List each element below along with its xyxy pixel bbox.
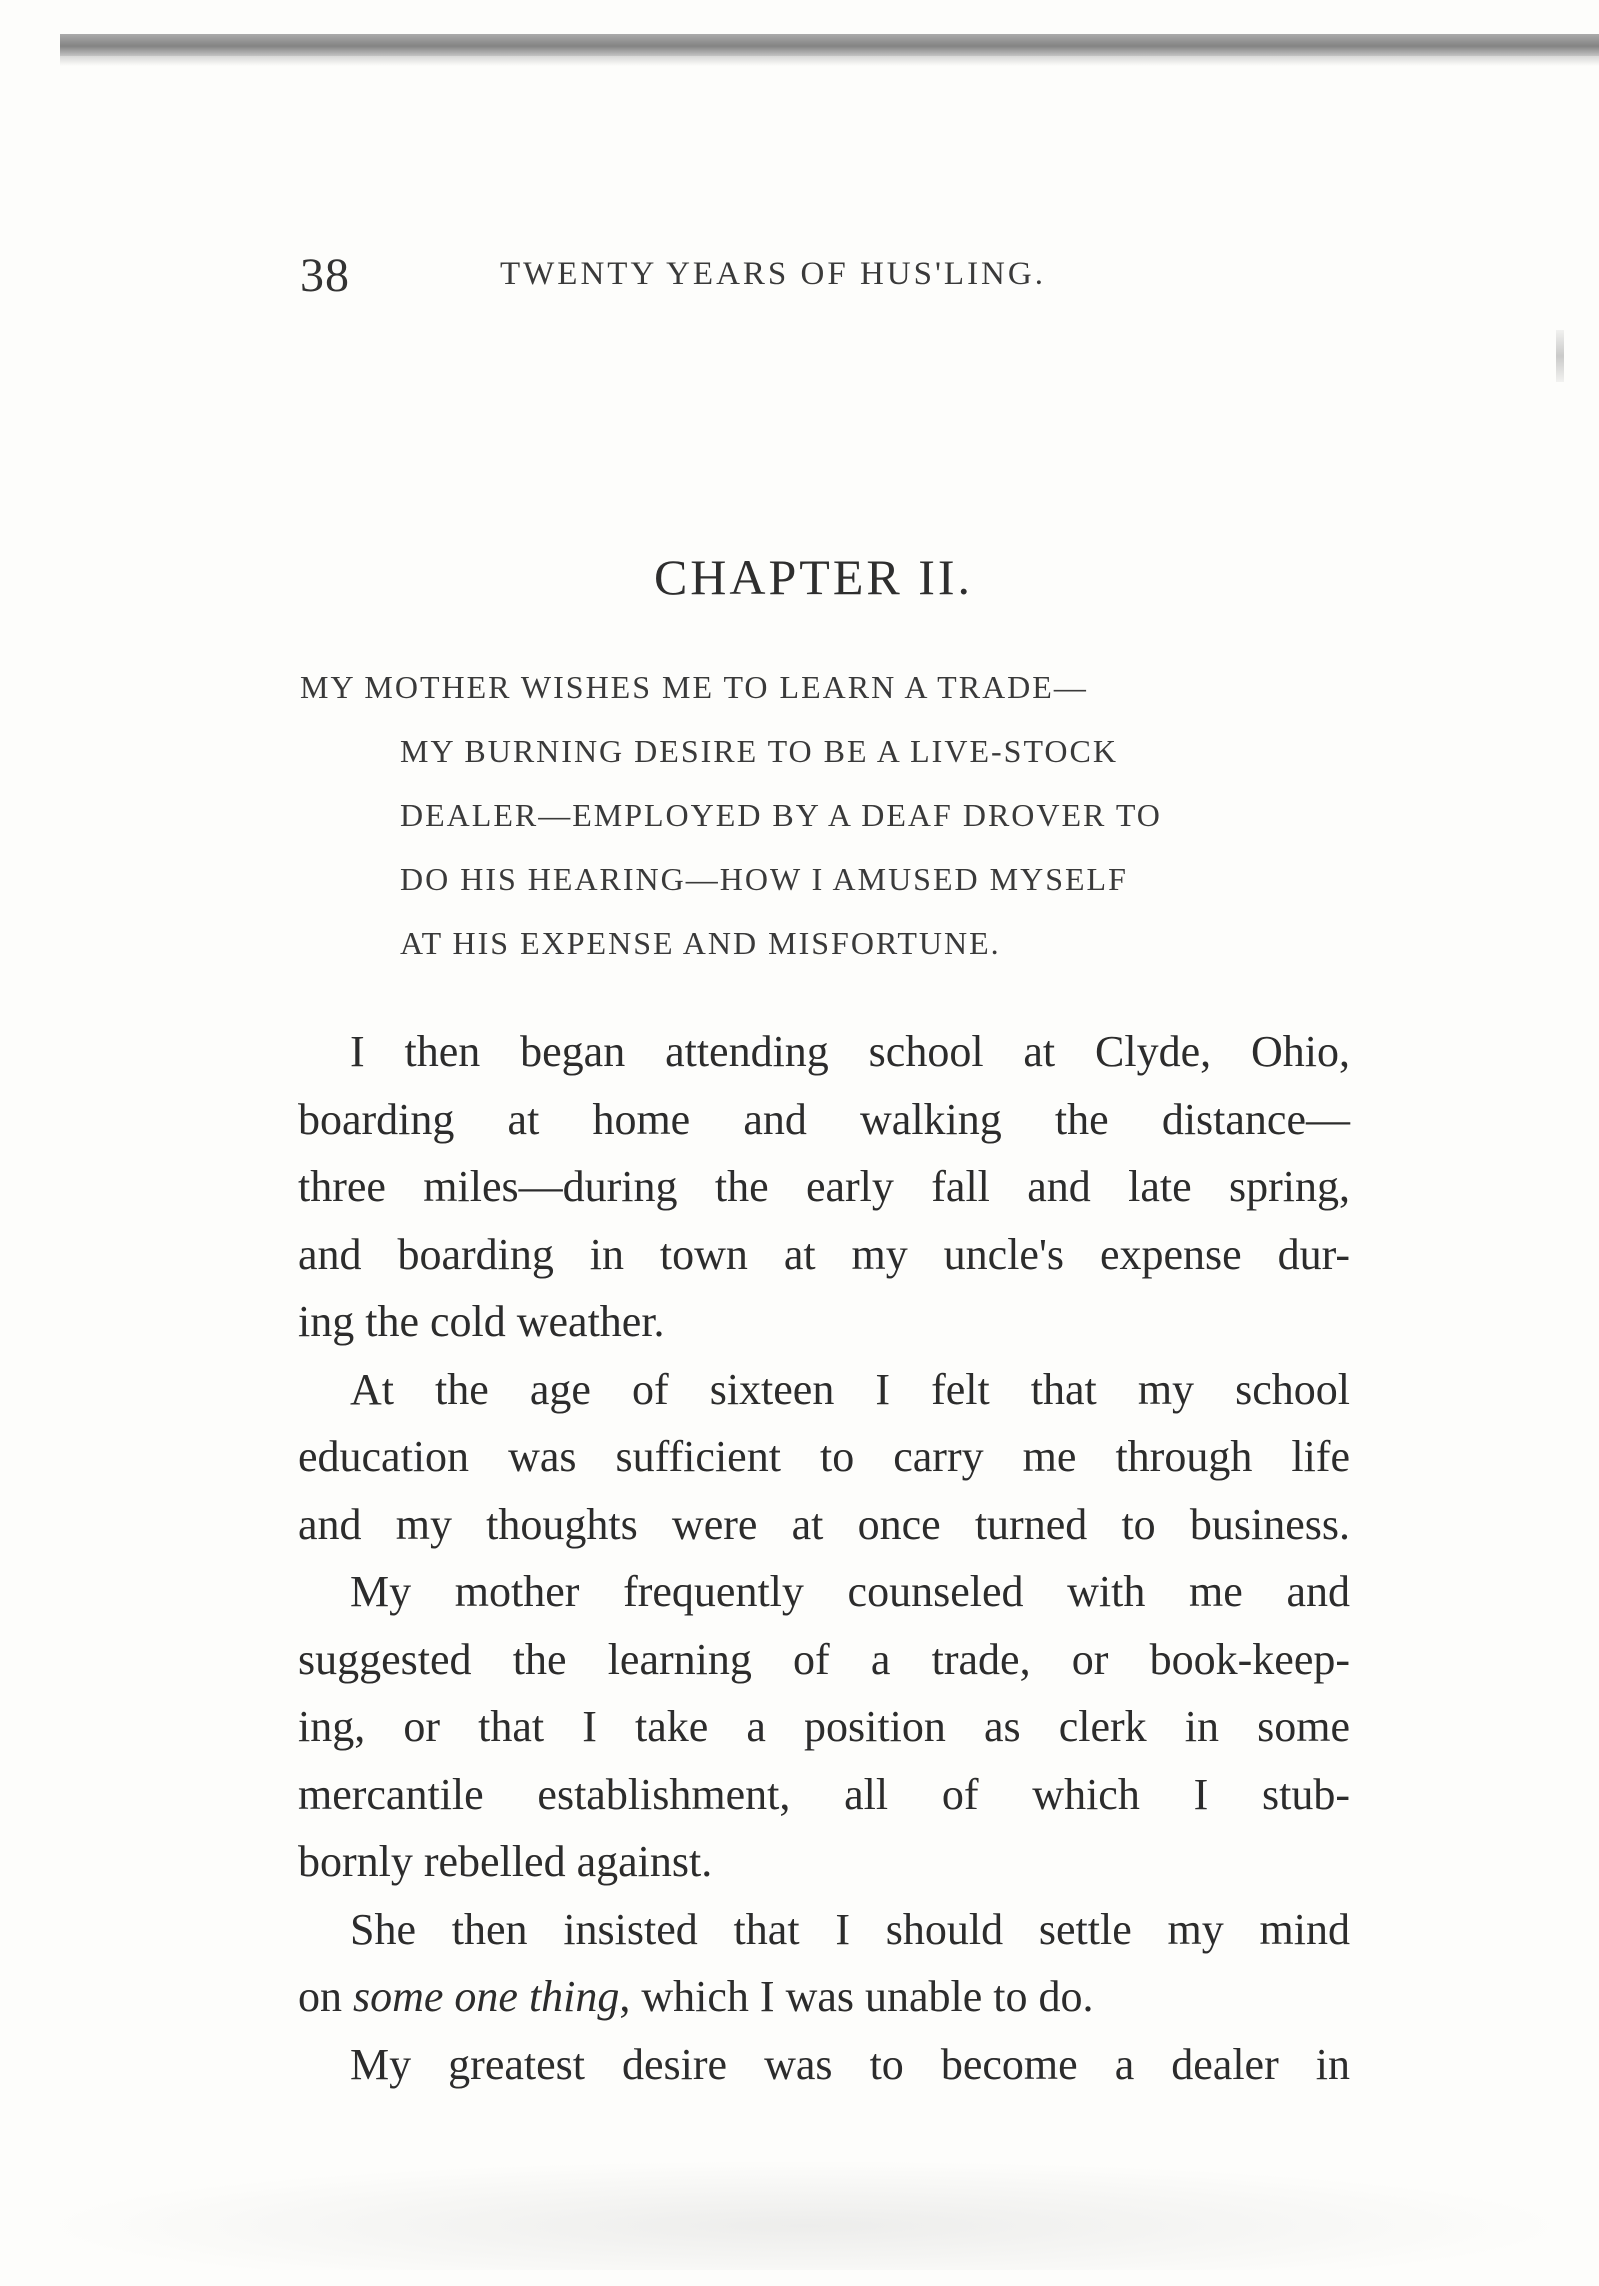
text-line: ing, or that I take a position as clerk in some <box>298 1702 1350 1751</box>
text-line: I then began attending school at Clyde, Ohio, <box>350 1027 1350 1076</box>
text-line: and boarding in town at my uncle's expense dur- <box>298 1229 1350 1279</box>
synopsis-line: MY MOTHER WISHES ME TO LEARN A TRADE— <box>300 669 1088 705</box>
text-line: boarding at home and walking the distance— <box>298 1094 1350 1144</box>
text-line: ing the cold weather. <box>298 1297 665 1346</box>
chapter-synopsis <box>300 655 1360 975</box>
paragraph <box>298 1356 1350 1559</box>
scan-edge-shadow <box>60 34 1599 56</box>
text-line: At the age of sixteen I felt that my school <box>350 1364 1350 1414</box>
paragraph <box>298 1558 1350 1896</box>
text-run: on <box>298 1972 353 2021</box>
text-line <box>298 1963 1350 2031</box>
chapter-title: CHAPTER II. <box>653 549 974 605</box>
text-line: suggested the learning of a trade, or book-keep- <box>298 1634 1350 1684</box>
running-head <box>0 248 1599 308</box>
synopsis-line: AT HIS EXPENSE AND MISFORTUNE. <box>400 925 1001 961</box>
text-line: My greatest desire was to become a dealer in <box>350 2039 1350 2089</box>
running-title: TWENTY YEARS OF HUS'LING. <box>500 256 1046 292</box>
scan-noise <box>40 2160 1570 2270</box>
italic-emphasis: some one thing <box>353 1972 620 2021</box>
text-line: education was sufficient to carry me through life <box>298 1432 1350 1481</box>
text-line: and my thoughts were at once turned to business. <box>298 1499 1350 1549</box>
paragraph <box>298 1018 1350 1356</box>
paragraph <box>298 1896 1350 2031</box>
text-line: She then insisted that I should settle my mind <box>350 1904 1350 1954</box>
text-line: mercantile establishment, all of which I stub- <box>298 1769 1350 1819</box>
scan-edge-fade <box>60 56 1599 66</box>
text-line: bornly rebelled against. <box>298 1837 713 1886</box>
synopsis-line: DEALER—EMPLOYED BY A DEAF DROVER TO <box>400 797 1162 833</box>
text-line: three miles—during the early fall and late spring, <box>298 1162 1350 1211</box>
body-text <box>298 1018 1350 2098</box>
paragraph <box>298 2031 1350 2099</box>
margin-smudge <box>1556 330 1564 382</box>
synopsis-line: DO HIS HEARING—HOW I AMUSED MYSELF <box>400 861 1128 897</box>
synopsis-line: MY BURNING DESIRE TO BE A LIVE-STOCK <box>400 733 1118 769</box>
text-line: My mother frequently counseled with me and <box>350 1567 1350 1616</box>
text-run: , which I was unable to do. <box>619 1972 1094 2021</box>
page-number: 38 <box>300 249 350 302</box>
